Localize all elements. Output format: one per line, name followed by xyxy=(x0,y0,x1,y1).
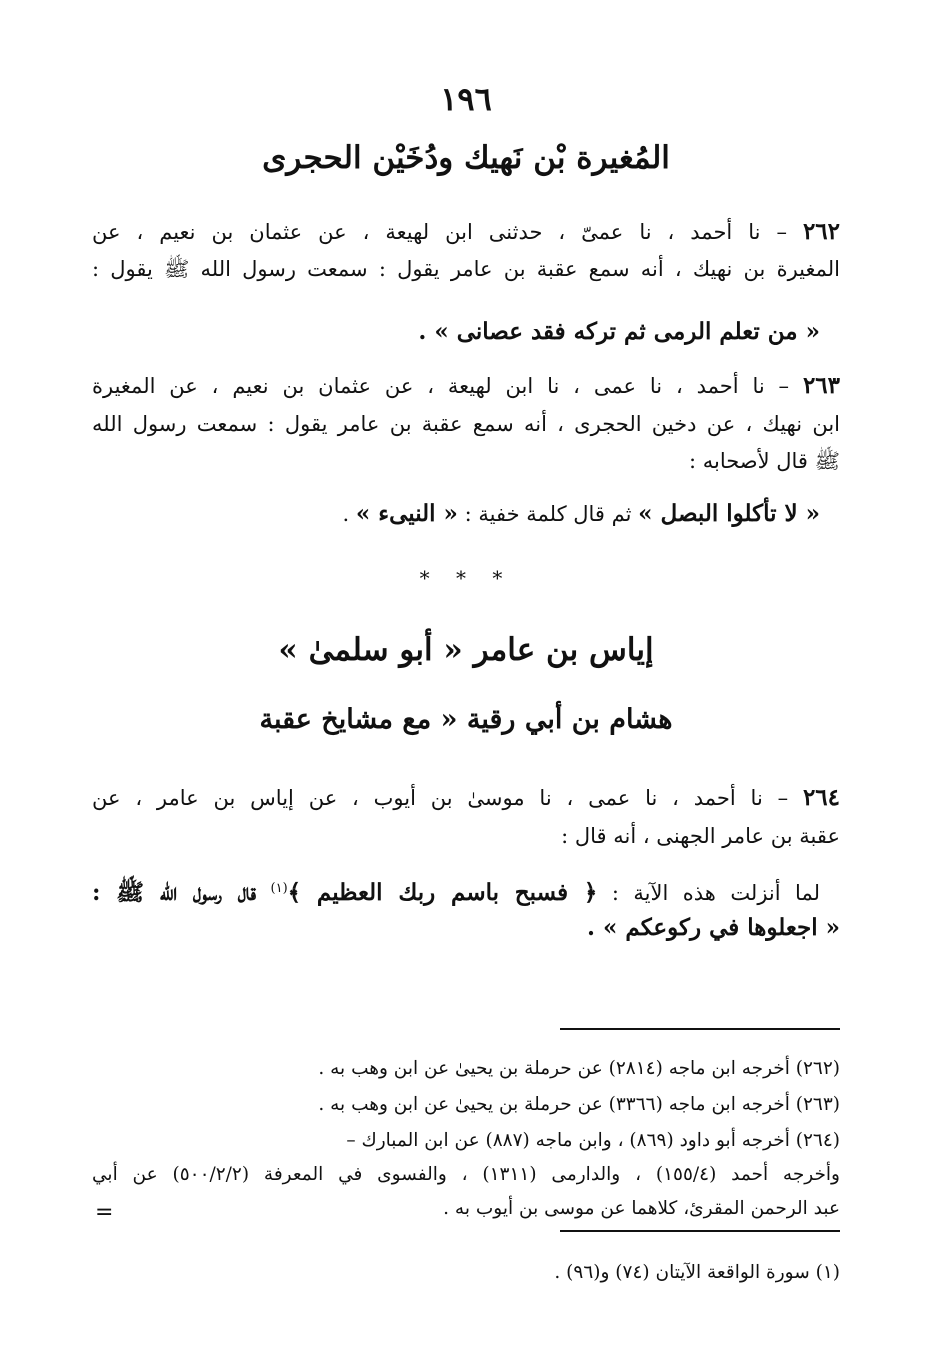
section-title-mughira: المُغيرة بْن نَهيك ودُخَيْن الحجرى xyxy=(262,140,670,176)
section-title-iyas: إياس بن عامر « أبو سلمىٰ » xyxy=(278,632,654,668)
hadith-264-line-1 xyxy=(92,784,840,811)
verse-footnote: (١) سورة الواقعة الآيتان (٧٤) و(٩٦) . xyxy=(554,1262,840,1283)
verse-footnote-divider xyxy=(560,1230,840,1232)
hadith-264-quote: « اجعلوها في ركوعكم » . xyxy=(587,914,840,941)
verse-footnote-ref: (١) xyxy=(270,881,288,896)
hadith-263-line-3: ﷺ قال لأصحابه : xyxy=(688,449,840,473)
hadith-263-line-2: ابن نهيك ، عن دخين الحجرى ، أنه سمع عقبة بن عامر يقول : سمعت رسول الله xyxy=(92,412,840,436)
hadith-263-quote xyxy=(343,500,820,527)
hadith-263-quote-a: « لا تأكلوا البصل » xyxy=(638,500,820,527)
hadith-263-text-1: – نا أحمد ، نا عمى ، نا ابن لهيعة ، عن عثمان بن نعيم ، عن المغيرة xyxy=(92,374,790,398)
hadith-264-line-3 xyxy=(92,878,820,912)
hadith-264-number: ٢٦٤ xyxy=(802,784,840,811)
hadith-264-intro: لما أنزلت هذه الآية : xyxy=(611,881,820,905)
hadith-264-verse: ﴿ فسبح باسم ربك العظيم ﴾ xyxy=(287,879,598,906)
hadith-264-saying: قال رسول الله ﷺ : xyxy=(92,879,257,906)
hadith-262-line-2: المغيرة بن نهيك ، أنه سمع عقبة بن عامر يقول : سمعت رسول الله ﷺ يقول : xyxy=(92,257,840,281)
hadith-264-line-2: عقبة بن عامر الجهنى ، أنه قال : xyxy=(561,824,840,848)
footnote-264-line-1: (٢٦٤) أخرجه أبو داود (٨٦٩) ، وابن ماجه (٨٨٧) عن ابن المبارك – xyxy=(346,1130,840,1151)
hadith-262-text-1: – نا أحمد ، نا عمىّ ، حدثنى ابن لهيعة ، عن عثمان بن نعيم ، عن xyxy=(92,220,787,244)
page-number: ١٩٦ xyxy=(440,80,492,118)
footnote-263: (٢٦٣) أخرجه ابن ماجه (٣٣٦٦) عن حرملة بن يحيىٰ عن ابن وهب به . xyxy=(318,1094,840,1115)
hadith-263-quote-b: ثم قال كلمة خفية : xyxy=(464,502,632,526)
footnote-divider xyxy=(560,1028,840,1030)
hadith-263-quote-c: « النيىء » xyxy=(355,500,458,527)
hadith-263-number: ٢٦٣ xyxy=(802,372,840,399)
footnote-262: (٢٦٢) أخرجه ابن ماجه (٢٨١٤) عن حرملة بن يحيىٰ عن ابن وهب به . xyxy=(318,1058,840,1079)
hadith-263-quote-end: . xyxy=(342,502,350,526)
hadith-264-text-1: – نا أحمد ، نا عمى ، نا موسىٰ بن أيوب ، عن إياس بن عامر ، عن xyxy=(92,786,789,810)
continuation-mark: = xyxy=(95,1200,114,1225)
section-subtitle-hisham: هشام بن أبي رقية « مع مشايخ عقبة xyxy=(259,704,673,735)
hadith-262-line-1 xyxy=(92,218,840,245)
hadith-262-number: ٢٦٢ xyxy=(802,218,840,245)
hadith-262-quote: « من تعلم الرمى ثم تركه فقد عصانى » . xyxy=(418,318,820,345)
footnote-264-line-2: وأخرجه أحمد (١٥٥/٤) ، والدارمى (١٣١١) ، والفسوى في المعرفة (٥٠٠/٢/٢) عن أبي xyxy=(92,1164,840,1185)
hadith-263-line-1 xyxy=(92,372,840,399)
footnote-264-line-3: عبد الرحمن المقرئ، كلاهما عن موسى بن أيوب به . xyxy=(443,1198,840,1219)
section-separator-stars: * * * xyxy=(419,566,513,590)
